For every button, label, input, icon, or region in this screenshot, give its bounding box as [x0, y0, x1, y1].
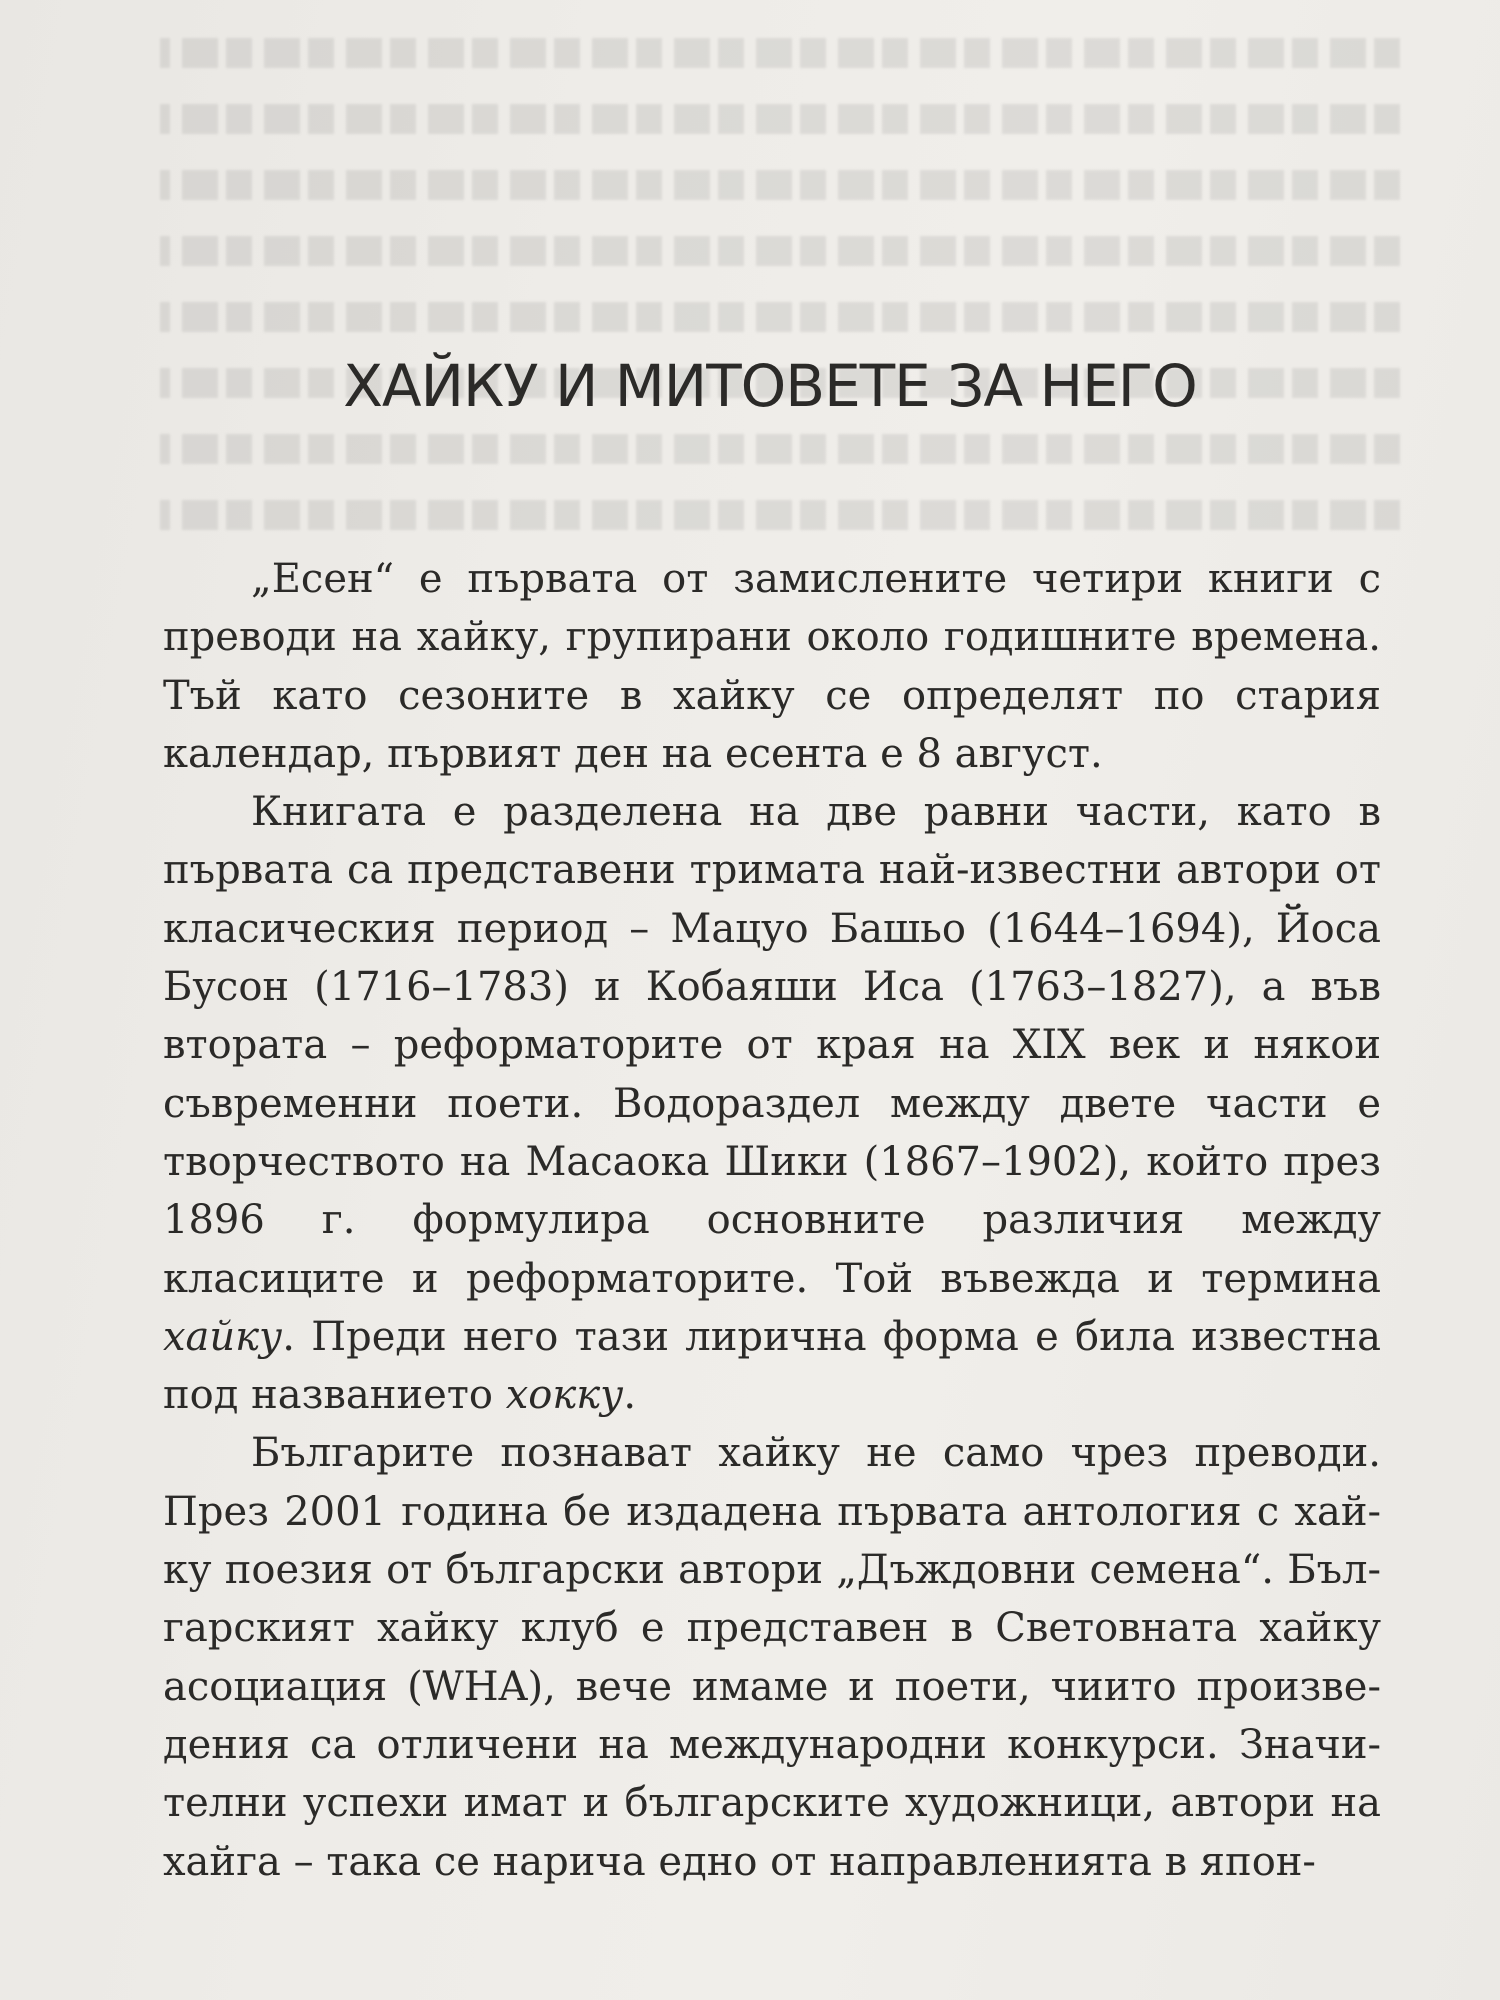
bleed-through-text: [160, 20, 1400, 540]
paragraph-1: [163, 550, 1381, 783]
italic-term-haiku: хайку: [163, 1313, 283, 1360]
body-text: [163, 550, 1381, 1891]
text-segment: . Преди него тази лирична форма е била известна под названието: [163, 1313, 1381, 1419]
text-segment: Българите познават хайку не само чрез преводи. През 2001 година бе издадена първата антология с хайку поезия от български автори „Дъждовни семена“. Българският хайку клуб е представен в Световната хайку асоциация (WHA), вече имаме и поети, чиито произведения са отличени на международни конкурси. Значителни успехи имат и българските художници, автори на хайга – така се нарича едно от направленията в япон-: [163, 1430, 1381, 1885]
chapter-heading: ХАЙКУ И МИТОВЕТЕ ЗА НЕГО: [343, 352, 1197, 420]
italic-term-hokku: хокку: [505, 1372, 624, 1419]
text-segment: Книгата е разделена на две равни части, като в първата са представени тримата най-известни автори от класическия период – Мацуо Башьо (1644–1694), Йоса Бусон (1716–1783) и Кобаяши Иса (1763–1827), а във втората – реформаторите от края на XIX век и някои съвременни поети. Водораздел между двете части е творчеството на Масаока Шики (1867–1902), който през 1896 г. формулира основните различия между класиците и реформаторите. Той въвежда и термина: [163, 789, 1381, 1302]
text-segment: „Есен“ е първата от замислените четири книги с преводи на хайку, групирани около годишните времена. Тъй като сезоните в хайку се определят по стария календар, първият ден на есента е 8 август.: [163, 556, 1381, 777]
paragraph-2: [163, 783, 1381, 1424]
text-segment: .: [623, 1372, 637, 1419]
paragraph-3: [163, 1424, 1381, 1890]
